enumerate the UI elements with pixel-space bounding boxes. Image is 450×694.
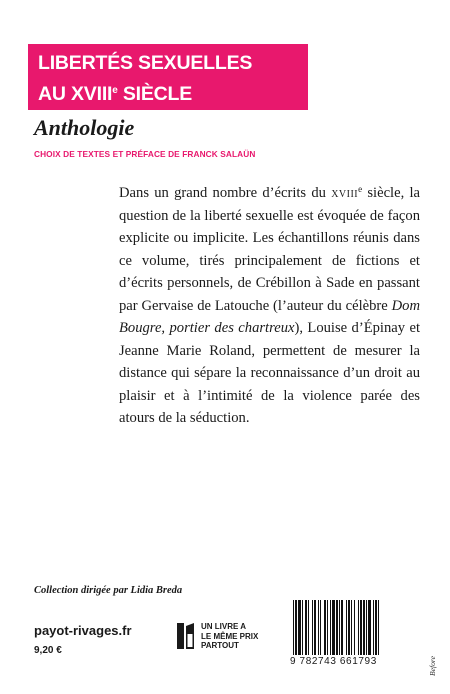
title-century-sup: e [112,85,118,96]
book-price-line-2: LE MÊME PRIX [201,631,259,641]
title-siecle: SIÈCLE [117,83,193,105]
title-line-1: LIBERTÉS SEXUELLES [38,52,253,74]
blurb-part-1: Dans un grand nombre d’écrits du [119,185,332,201]
title-band [28,44,308,110]
blurb-part-2: siècle, la question de la liberté sexuelle est évoquée de façon explicite ou implicite. Les échantillons réunis dans ce volume, tirés principalement de fictions et d’écrits personnels, de Crébillon à Sade en passant par Gervaise de Latouche (l’auteur du célèbre [119,185,421,314]
price: 9,20 € [34,645,62,656]
title-line-2 [38,77,308,108]
blurb [119,178,420,430]
title-century: AU XVIII [38,83,113,105]
book-price-line-1: UN LIVRE A [201,622,247,631]
publisher-website[interactable]: payot-rivages.fr [34,623,132,638]
collection-director: Collection dirigée par Lidia Breda [34,585,183,596]
blurb-century: xviii [331,185,359,201]
book-price-label [201,622,258,651]
cover-credit-title: Before [428,656,437,676]
subtitle: Anthologie [34,115,135,140]
editor-credit: CHOIX DE TEXTES ET PRÉFACE DE FRANCK SALAÜN [34,149,256,159]
blurb-century-sup: e [358,184,363,194]
barcode-number: 9 782743 661793 [290,656,377,667]
cover-credit [428,438,438,678]
book-price-line-3: PARTOUT [201,641,239,650]
barcode-icon [292,600,415,655]
book-price-icon [176,622,196,650]
blurb-book-title: Dom Bougre, portier des chartreux [119,297,420,336]
cover-credit-text [428,656,437,676]
blurb-part-3: ), Louise d’Épinay et Jeanne Marie Roland, permettent de mesurer la distance qui sépare la reconnaissance d’un droit au plaisir et à l’intimité de la violence parée des atours de la séduction. [119,320,420,426]
